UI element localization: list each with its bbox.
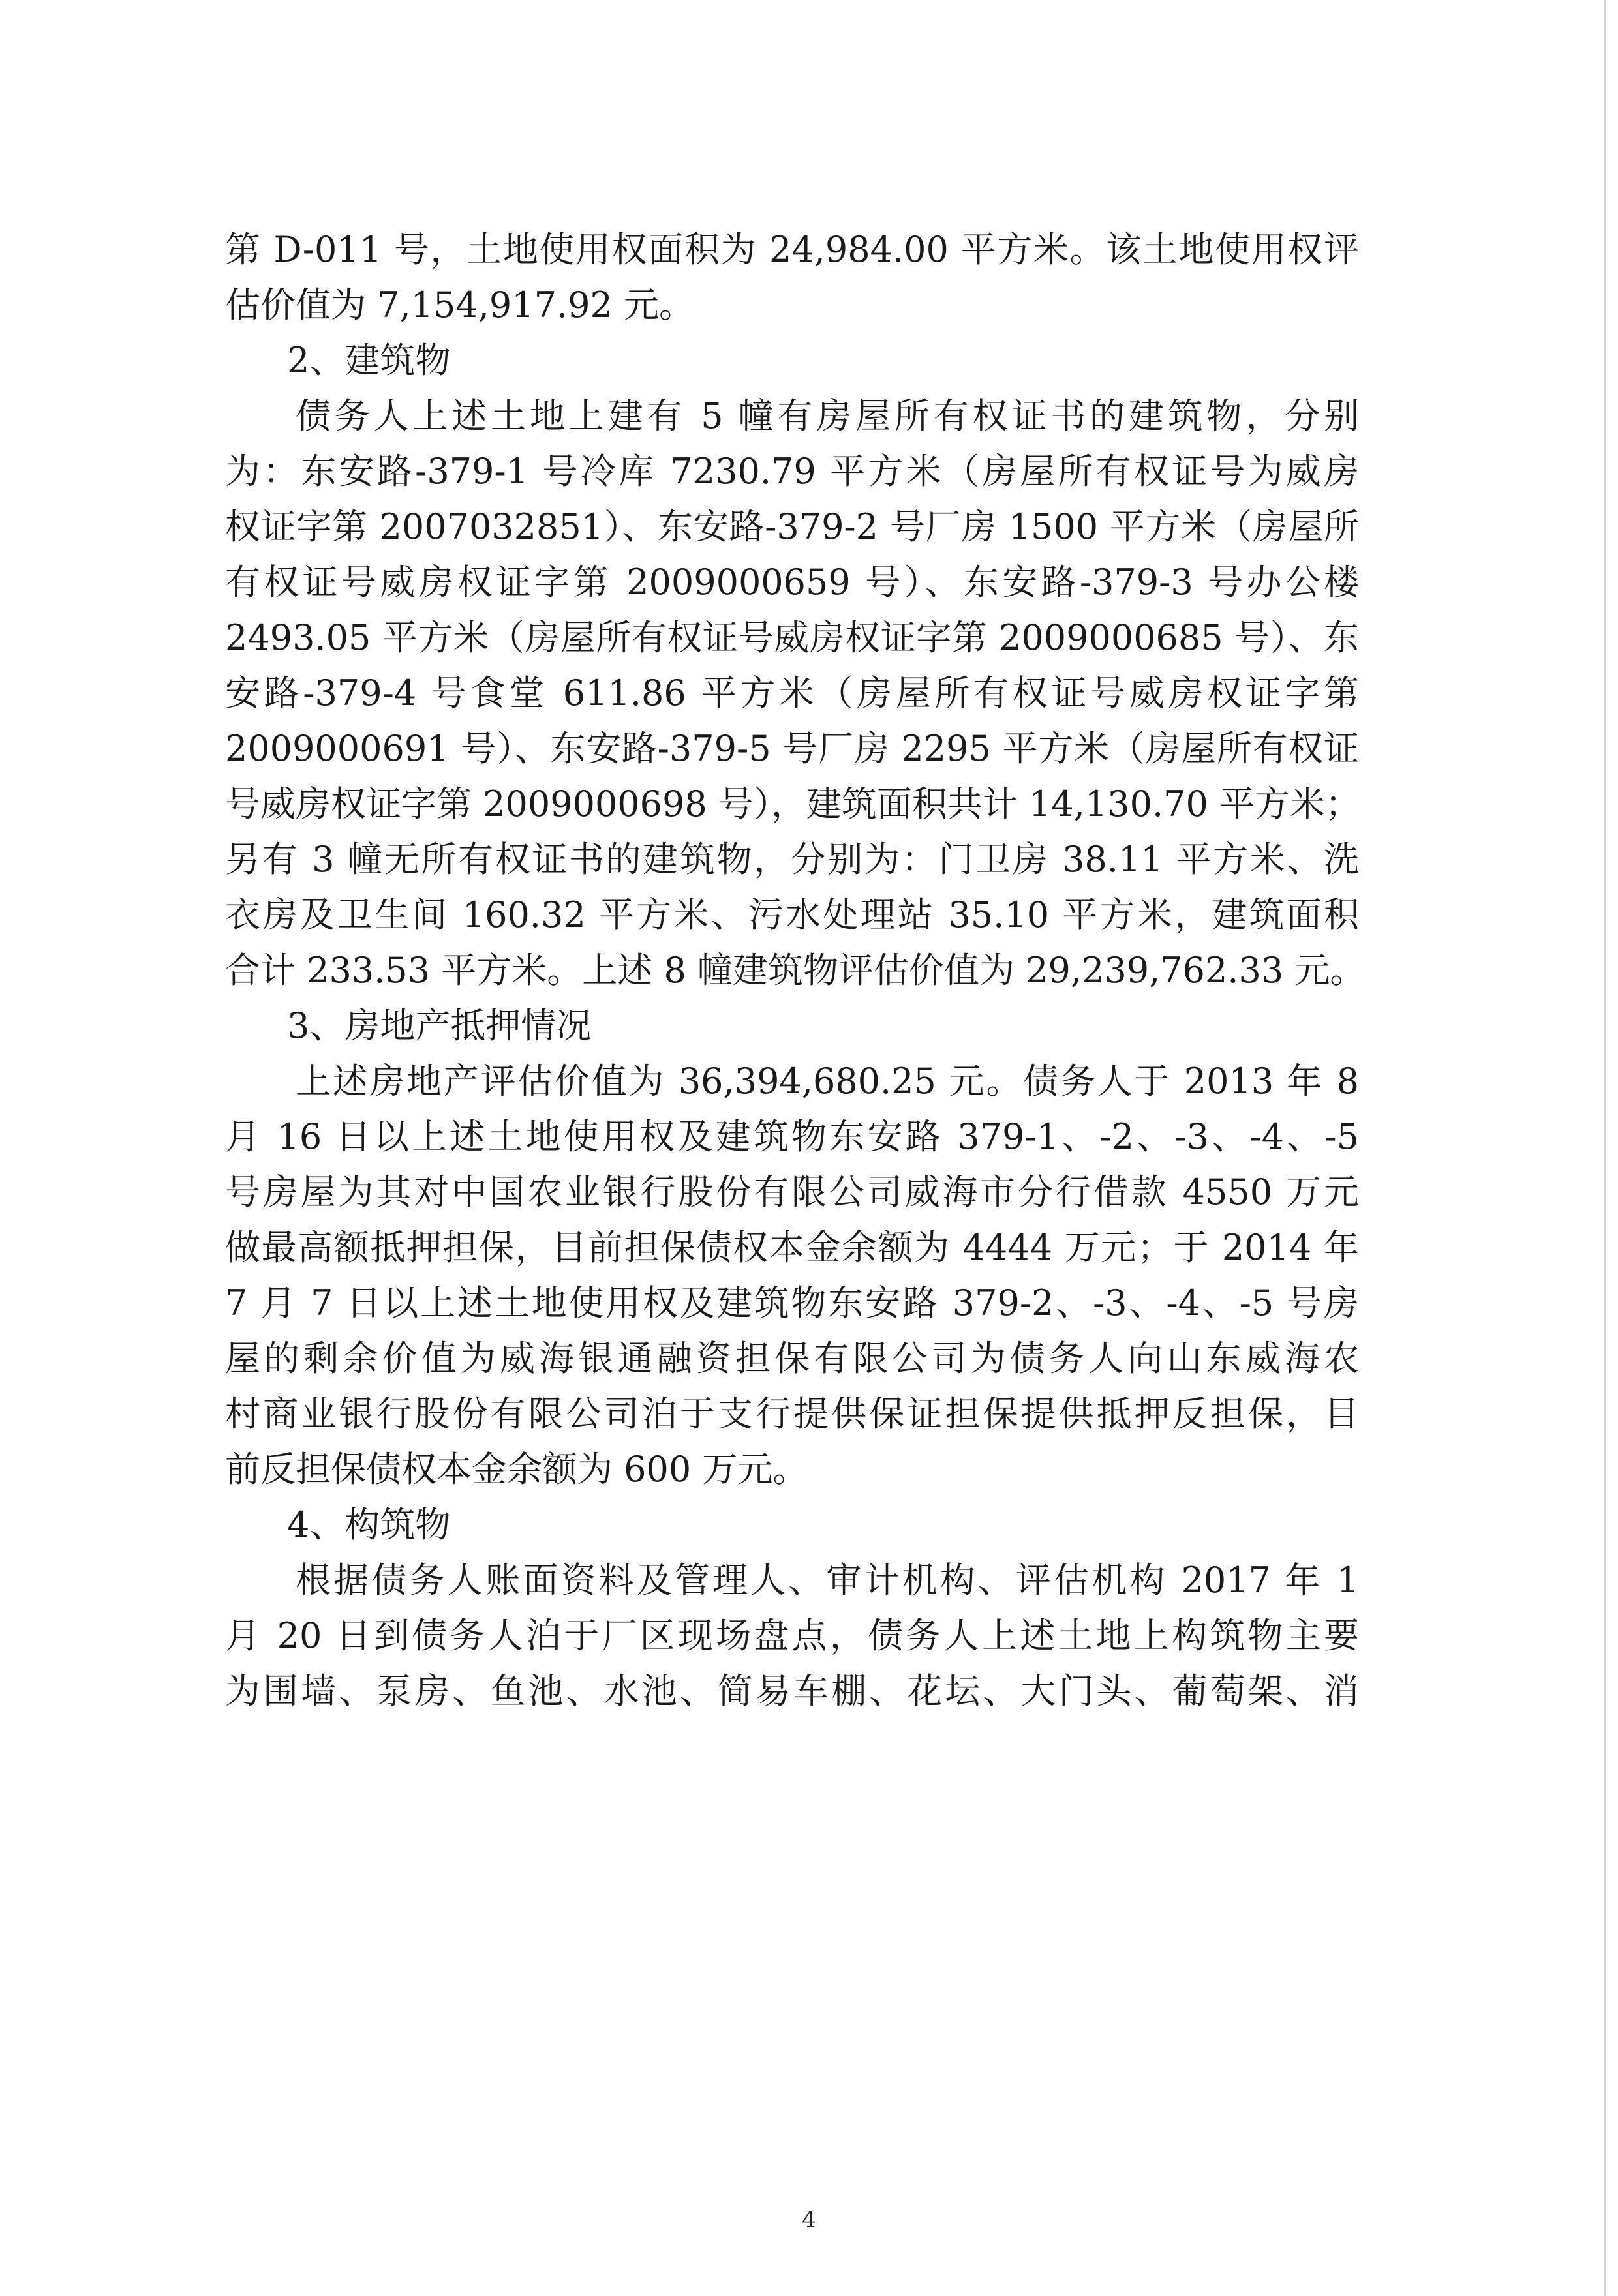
text-line: 第 D-011 号，土地使用权面积为 24,984.00 平方米。该土地使用权评 <box>225 229 1359 270</box>
text-line: 根据债务人账面资料及管理人、审计机构、评估机构 2017 年 1 <box>296 1560 1359 1601</box>
text-line: 做最高额抵押担保，目前担保债权本金余额为 4444 万元；于 2014 年 <box>225 1227 1359 1268</box>
text-line: 前反担保债权本金余额为 600 万元。 <box>225 1449 808 1490</box>
text-line: 2493.05 平方米（房屋所有权证号威房权证字第 2009000685 号）、东 <box>225 617 1359 658</box>
text-line: 权证字第 2007032851）、东安路-379-2 号厂房 1500 平方米（房屋所 <box>225 506 1359 547</box>
text-line: 安路-379-4 号食堂 611.86 平方米（房屋所有权证号威房权证字第 <box>225 672 1359 714</box>
text-line: 村商业银行股份有限公司泊于支行提供保证担保提供抵押反担保，目 <box>225 1393 1359 1434</box>
section-heading: 3、房地产抵押情况 <box>287 1005 592 1046</box>
text-line: 号房屋为其对中国农业银行股份有限公司威海市分行借款 4550 万元 <box>225 1171 1359 1213</box>
text-line: 2009000691 号）、东安路-379-5 号厂房 2295 平方米（房屋所有权证 <box>225 728 1359 769</box>
page-number: 4 <box>802 2207 816 2233</box>
text-line: 月 16 日以上述土地使用权及建筑物东安路 379-1、-2、-3、-4、-5 <box>225 1116 1359 1157</box>
text-line: 为：东安路-379-1 号冷库 7230.79 平方米（房屋所有权证号为威房 <box>225 451 1359 492</box>
text-line: 屋的剩余价值为威海银通融资担保有限公司为债务人向山东威海农 <box>225 1338 1359 1379</box>
text-line: 上述房地产评估价值为 36,394,680.25 元。债务人于 2013 年 8 <box>296 1061 1359 1102</box>
text-line: 号威房权证字第 2009000698 号），建筑面积共计 14,130.70 平方米； <box>225 783 1361 824</box>
section-heading: 2、建筑物 <box>287 340 451 381</box>
text-line: 有权证号威房权证字第 2009000659 号）、东安路-379-3 号办公楼 <box>225 562 1359 603</box>
text-line: 另有 3 幢无所有权证书的建筑物，分别为：门卫房 38.11 平方米、洗 <box>225 839 1359 880</box>
text-line: 债务人上述土地上建有 5 幢有房屋所有权证书的建筑物，分别 <box>296 395 1359 436</box>
scan-edge <box>1604 0 1606 2296</box>
text-line: 为围墙、泵房、鱼池、水池、简易车棚、花坛、大门头、葡萄架、消 <box>225 1670 1359 1712</box>
document-body <box>225 222 1366 1719</box>
text-line: 合计 233.53 平方米。上述 8 幢建筑物评估价值为 29,239,762.33 元。 <box>225 950 1366 991</box>
text-line: 7 月 7 日以上述土地使用权及建筑物东安路 379-2、-3、-4、-5 号房 <box>225 1282 1359 1323</box>
section-heading: 4、构筑物 <box>287 1504 451 1545</box>
text-line: 估价值为 7,154,917.92 元。 <box>225 284 695 325</box>
text-line: 衣房及卫生间 160.32 平方米、污水处理站 35.10 平方米，建筑面积 <box>225 894 1359 935</box>
text-line: 月 20 日到债务人泊于厂区现场盘点，债务人上述土地上构筑物主要 <box>225 1615 1359 1656</box>
